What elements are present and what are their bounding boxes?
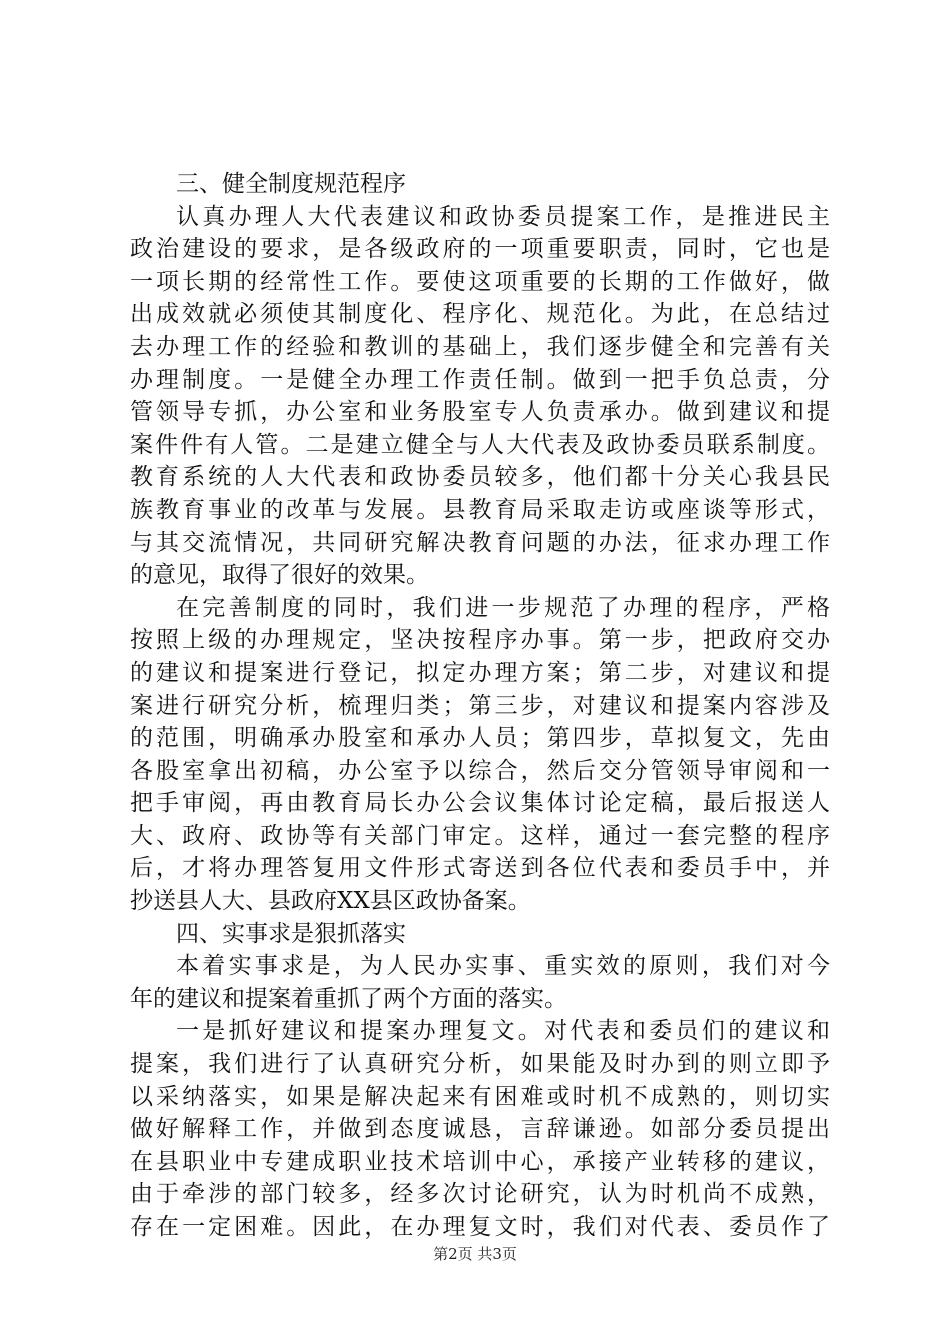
text-line: 后，才将办理答复用文件形式寄送到各位代表和委员手中，并: [130, 855, 830, 882]
text-line: 各股室拿出初稿，办公室予以综合，然后交分管领导审阅和一: [130, 757, 830, 784]
text-line: 一是抓好建议和提案办理复文。对代表和委员们的建议和: [176, 1018, 830, 1045]
text-line: 出成效就必须使其制度化、程序化、规范化。为此，在总结过: [130, 301, 830, 328]
page-number-label: 第2页 共3页: [433, 1245, 517, 1263]
text-line: 做好解释工作，并做到态度诚恳，言辞谦逊。如部分委员提出: [130, 1116, 830, 1143]
page-footer: [0, 1244, 950, 1264]
text-line: 族教育事业的改革与发展。县教育局采取走访或座谈等形式，: [130, 496, 830, 523]
text-line: 存在一定困难。因此，在办理复文时，我们对代表、委员作了: [130, 1214, 830, 1240]
document-body: [130, 168, 830, 1244]
text-line: 本着实事求是，为人民办实事、重实效的原则，我们对今: [176, 953, 830, 980]
text-line: 以采纳落实，如果是解决起来有困难或时机不成熟的，则切实: [130, 1083, 830, 1110]
text-line: 教育系统的人大代表和政协委员较多，他们都十分关心我县民: [130, 464, 830, 491]
text-line: 的建议和提案进行登记，拟定办理方案；第二步，对建议和提: [130, 659, 830, 686]
text-line: 政治建设的要求，是各级政府的一项重要职责，同时，它也是: [130, 236, 830, 263]
text-line: 的范围，明确承办股室和承办人员；第四步，草拟复文，先由: [130, 725, 830, 752]
text-line: 按照上级的办理规定，坚决按程序办事。第一步，把政府交办: [130, 627, 830, 654]
text-line: 把手审阅，再由教育局长办公会议集体讨论定稿，最后报送人: [130, 790, 830, 817]
text-line: 认真办理人大代表建议和政协委员提案工作，是推进民主: [176, 203, 830, 230]
text-line: 一项长期的经常性工作。要使这项重要的长期的工作做好，做: [130, 268, 830, 295]
text-line: 年的建议和提案着重抓了两个方面的落实。: [130, 985, 567, 1012]
text-line: 抄送县人大、县政府XX县区政协备案。: [130, 888, 531, 915]
text-line: 由于牵涉的部门较多，经多次讨论研究，认为时机尚不成熟，: [130, 1181, 830, 1208]
text-line: 案进行研究分析，梳理归类；第三步，对建议和提案内容涉及: [130, 692, 830, 719]
text-line: 大、政府、政协等有关部门审定。这样，通过一套完整的程序: [130, 822, 830, 849]
text-line: 在县职业中专建成职业技术培训中心，承接产业转移的建议，: [130, 1148, 830, 1175]
text-line: 三、健全制度规范程序: [176, 171, 406, 197]
text-line: 的意见，取得了很好的效果。: [130, 562, 429, 589]
text-line: 四、实事求是狠抓落实: [176, 920, 406, 947]
text-line: 与其交流情况，共同研究解决教育问题的办法，征求办理工作: [130, 529, 830, 556]
text-line: 提案，我们进行了认真研究分析，如果能及时办到的则立即予: [130, 1051, 830, 1078]
text-line: 管领导专抓，办公室和业务股室专人负责承办。做到建议和提: [130, 399, 830, 426]
text-line: 案件件有人管。二是建立健全与人大代表及政协委员联系制度。: [130, 431, 830, 458]
text-line: 去办理工作的经验和教训的基础上，我们逐步健全和完善有关: [130, 333, 830, 360]
text-line: 办理制度。一是健全办理工作责任制。做到一把手负总责，分: [130, 366, 830, 393]
text-line: 在完善制度的同时，我们进一步规范了办理的程序，严格: [176, 594, 830, 621]
